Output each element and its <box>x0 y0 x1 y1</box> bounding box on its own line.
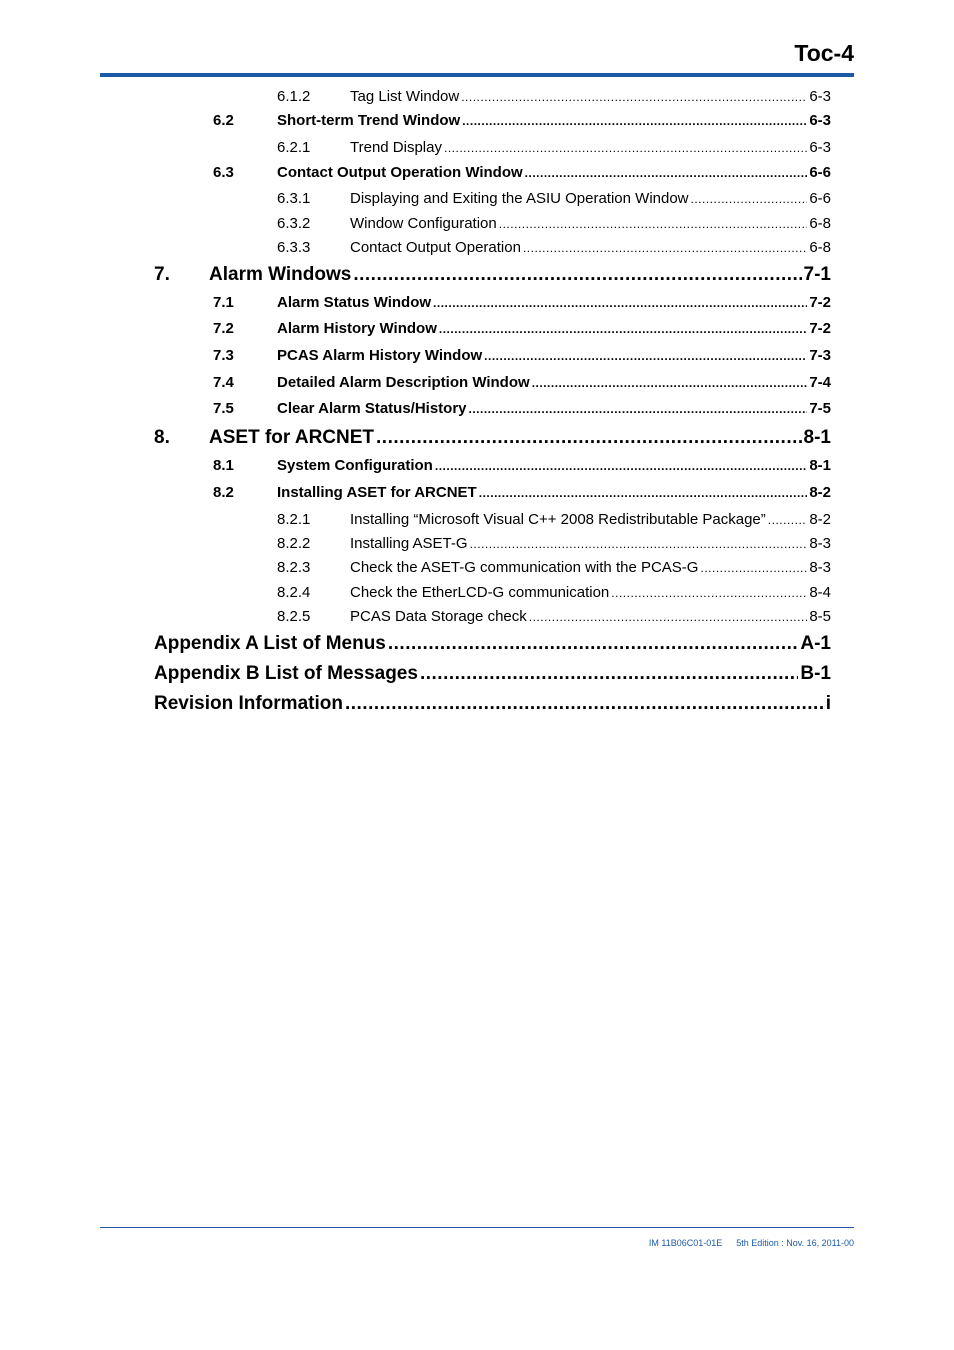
toc-entry[interactable] <box>0 164 954 184</box>
toc-page: 8-4 <box>809 584 831 601</box>
toc-title: PCAS Data Storage check <box>350 608 527 625</box>
dot-leader <box>376 427 802 449</box>
dot-leader <box>611 584 807 601</box>
toc-page: 6-3 <box>809 139 831 156</box>
toc-entry[interactable] <box>0 88 954 108</box>
dot-leader <box>470 535 808 552</box>
toc-title: Alarm Windows <box>209 264 352 285</box>
toc-page: i <box>825 693 831 714</box>
toc-page: 7-2 <box>809 320 831 337</box>
dot-leader <box>469 400 808 417</box>
toc-entry[interactable] <box>0 427 954 447</box>
dot-leader <box>523 239 807 256</box>
toc-number: 8. <box>154 427 170 448</box>
toc-number: 7.5 <box>213 400 234 417</box>
toc-page: 8-1 <box>809 457 831 474</box>
toc-number: 8.2.5 <box>277 608 311 625</box>
toc-entry[interactable] <box>0 139 954 159</box>
toc-page: 8-3 <box>809 559 831 576</box>
toc-number: 7.1 <box>213 294 234 311</box>
toc-number: 6.3.2 <box>277 215 311 232</box>
dot-leader <box>388 633 799 655</box>
dot-leader <box>433 294 807 311</box>
toc-number: 8.2.2 <box>277 535 311 552</box>
toc-title: Check the ASET-G communication with the PCAS-G <box>350 559 699 576</box>
toc-number: 8.1 <box>213 457 234 474</box>
toc-title: Appendix A List of Menus <box>154 633 386 654</box>
dot-leader <box>691 190 808 207</box>
toc-page: B-1 <box>800 663 831 684</box>
toc-title: Installing “Microsoft Visual C++ 2008 Redistributable Package” <box>350 511 766 528</box>
dot-leader <box>444 139 807 156</box>
toc-entry[interactable] <box>0 112 954 132</box>
toc-number: 6.3 <box>213 164 234 181</box>
toc-entry[interactable] <box>0 374 954 394</box>
toc-entry[interactable] <box>0 347 954 367</box>
toc-entry[interactable] <box>0 264 954 284</box>
toc-title: Tag List Window <box>350 88 460 105</box>
toc-page: A-1 <box>800 633 831 654</box>
toc-title: ASET for ARCNET <box>209 427 375 448</box>
toc-number: 8.2.3 <box>277 559 311 576</box>
toc-entry[interactable] <box>0 584 954 604</box>
toc-number: 7.3 <box>213 347 234 364</box>
toc-number: 8.2.1 <box>277 511 311 528</box>
toc-page: 8-2 <box>809 511 831 528</box>
dot-leader <box>532 374 808 391</box>
page-title: Toc-4 <box>794 40 854 66</box>
dot-leader <box>353 264 801 286</box>
dot-leader <box>462 112 807 129</box>
dot-leader <box>700 559 807 576</box>
toc-entry[interactable] <box>0 559 954 579</box>
toc-entry[interactable] <box>0 320 954 340</box>
toc-title: Revision Information <box>154 693 343 714</box>
toc-entry[interactable] <box>0 484 954 504</box>
toc-entry-revision[interactable] <box>0 693 954 713</box>
dot-leader <box>439 320 807 337</box>
toc-page: 6-6 <box>809 190 831 207</box>
toc-entry[interactable] <box>0 215 954 235</box>
toc-number: 6.2 <box>213 112 234 129</box>
toc-title: Trend Display <box>350 139 442 156</box>
toc-title: Contact Output Operation Window <box>277 164 523 181</box>
toc-title: Alarm Status Window <box>277 294 432 311</box>
toc-entry[interactable] <box>0 535 954 555</box>
toc-page: 8-5 <box>809 608 831 625</box>
dot-leader <box>484 347 807 364</box>
toc-page: 7-2 <box>809 294 831 311</box>
toc-title: Clear Alarm Status/History <box>277 400 467 417</box>
toc-page: 8-3 <box>809 535 831 552</box>
dot-leader <box>461 88 807 105</box>
toc-number: 7.4 <box>213 374 234 391</box>
toc-title: Detailed Alarm Description Window <box>277 374 530 391</box>
dot-leader <box>435 457 807 474</box>
toc-entry[interactable] <box>0 608 954 628</box>
toc-entry[interactable] <box>0 239 954 259</box>
toc-title: Window Configuration <box>350 215 497 232</box>
toc-number: 8.2 <box>213 484 234 501</box>
footer-rule <box>100 1227 854 1228</box>
toc-page: 8-1 <box>803 427 831 448</box>
toc-number: 6.1.2 <box>277 88 311 105</box>
toc-page: 6-3 <box>809 112 831 129</box>
toc-page: 7-5 <box>809 400 831 417</box>
toc-entry-appendix[interactable] <box>0 663 954 683</box>
dot-leader <box>499 215 808 232</box>
toc-title: Installing ASET-G <box>350 535 468 552</box>
dot-leader <box>525 164 808 181</box>
toc-title: Appendix B List of Messages <box>154 663 418 684</box>
toc-page: 6-6 <box>809 164 831 181</box>
toc-title: Short-term Trend Window <box>277 112 461 129</box>
toc-title: Displaying and Exiting the ASIU Operation Window <box>350 190 689 207</box>
toc-entry[interactable] <box>0 400 954 420</box>
toc-number: 7.2 <box>213 320 234 337</box>
toc-title: Check the EtherLCD-G communication <box>350 584 610 601</box>
toc-number: 8.2.4 <box>277 584 311 601</box>
toc-title: Installing ASET for ARCNET <box>277 484 477 501</box>
toc-page: 7-3 <box>809 347 831 364</box>
toc-number: 6.3.1 <box>277 190 311 207</box>
toc-page: 6-3 <box>809 88 831 105</box>
edition-info: 5th Edition : Nov. 16, 2011-00 <box>736 1238 854 1248</box>
toc-page: 7-4 <box>809 374 831 391</box>
dot-leader <box>479 484 808 501</box>
toc-number: 6.3.3 <box>277 239 311 256</box>
toc-page: 8-2 <box>809 484 831 501</box>
toc-page: 6-8 <box>809 215 831 232</box>
dot-leader <box>420 663 798 685</box>
toc-entry-appendix[interactable] <box>0 633 954 653</box>
dot-leader <box>345 693 824 715</box>
toc-number: 6.2.1 <box>277 139 311 156</box>
footer <box>649 1238 854 1248</box>
header-rule <box>100 73 854 77</box>
toc-page: 7-1 <box>803 264 831 285</box>
toc-entry[interactable] <box>0 457 954 477</box>
dot-leader <box>768 511 808 528</box>
toc-entry[interactable] <box>0 511 954 531</box>
toc-entry[interactable] <box>0 294 954 314</box>
document-id: IM 11B06C01-01E <box>648 1238 723 1248</box>
toc-title: System Configuration <box>277 457 433 474</box>
toc-entry[interactable] <box>0 190 954 210</box>
toc-title: Alarm History Window <box>277 320 437 337</box>
toc-number: 7. <box>154 264 170 285</box>
toc-page: 6-8 <box>809 239 831 256</box>
toc-title: PCAS Alarm History Window <box>277 347 483 364</box>
toc-title: Contact Output Operation <box>350 239 521 256</box>
dot-leader <box>529 608 808 625</box>
